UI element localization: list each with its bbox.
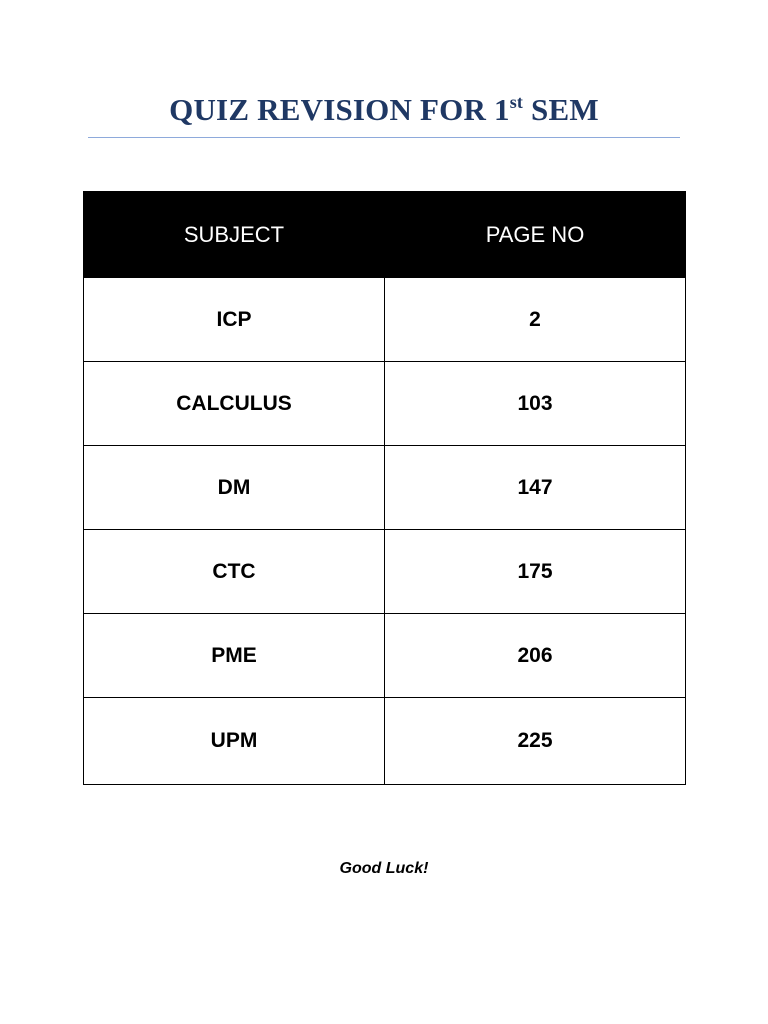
cell-page: 2 <box>385 278 686 362</box>
table-header <box>84 192 686 278</box>
cell-page: 225 <box>385 698 686 785</box>
cell-page: 103 <box>385 362 686 446</box>
column-header-subject: SUBJECT <box>84 192 385 278</box>
page-title <box>0 92 768 128</box>
title-superscript: st <box>509 92 524 112</box>
cell-subject: CALCULUS <box>84 362 385 446</box>
footer-note: Good Luck! <box>339 860 429 877</box>
table-header-row <box>84 192 686 278</box>
table-row <box>84 698 686 785</box>
revision-table <box>83 191 686 785</box>
cell-page: 206 <box>385 614 686 698</box>
title-end: SEM <box>523 92 599 127</box>
table-row <box>84 446 686 530</box>
cell-subject: PME <box>84 614 385 698</box>
table-row <box>84 614 686 698</box>
cell-subject: ICP <box>84 278 385 362</box>
title-underline <box>88 137 680 138</box>
cell-subject: CTC <box>84 530 385 614</box>
table-row <box>84 362 686 446</box>
cell-subject: DM <box>84 446 385 530</box>
table-body <box>84 278 686 785</box>
column-header-page-no: PAGE NO <box>385 192 686 278</box>
table-row <box>84 278 686 362</box>
cell-page: 175 <box>385 530 686 614</box>
title-main: QUIZ REVISION FOR 1 <box>169 92 510 127</box>
cell-subject: UPM <box>84 698 385 785</box>
table-row <box>84 530 686 614</box>
cell-page: 147 <box>385 446 686 530</box>
